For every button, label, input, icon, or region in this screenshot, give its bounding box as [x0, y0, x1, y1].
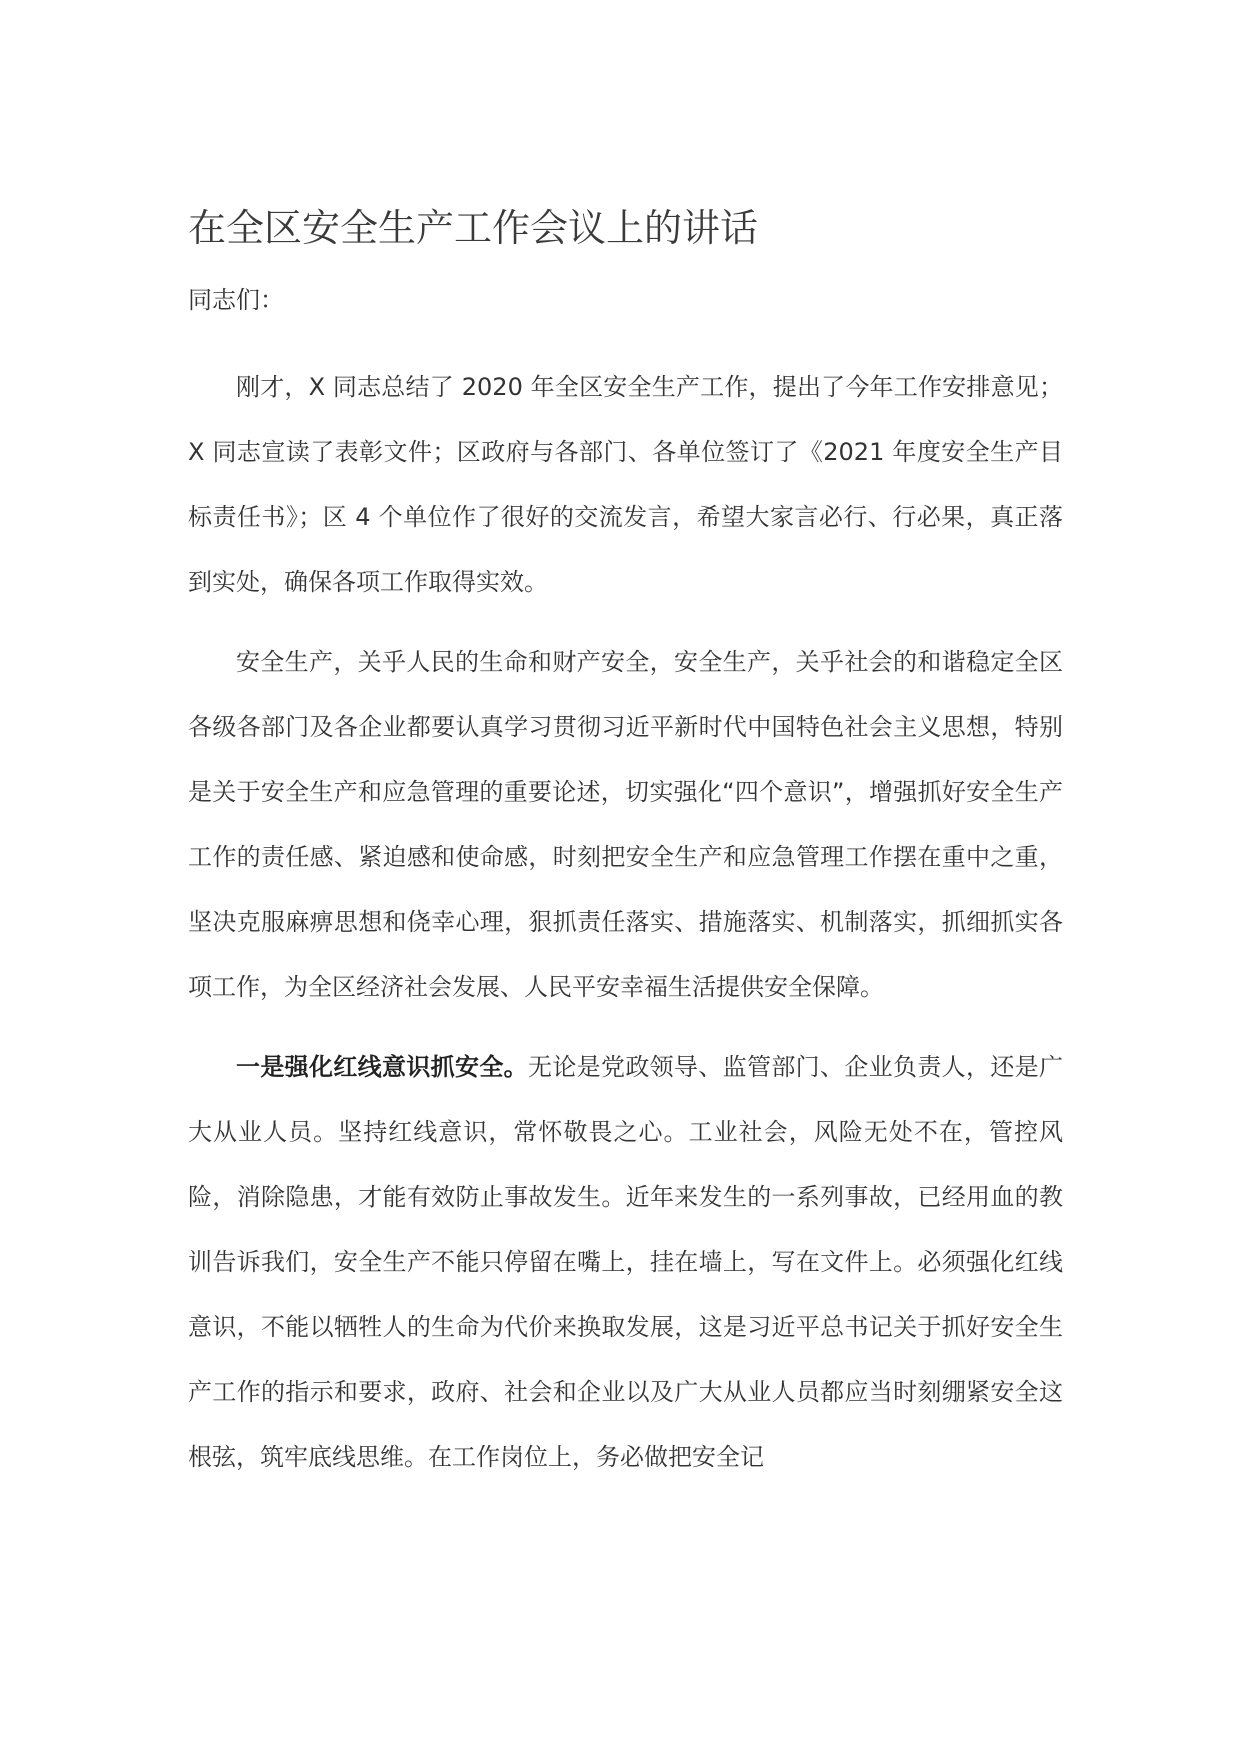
- paragraph-3-text: 无论是党政领导、监管部门、企业负责人，还是广大从业人员。坚持红线意识，常怀敬畏之心。工业社会，风险无处不在，管控风险，消除隐患，才能有效防止事故发生。近年来发生的一系列事故，已经用血的教训告诉我们，安全生产不能只停留在嘴上，挂在墙上，写在文件上。必须强化红线意识，不能以牺牲人的生命为代价来换取发展，这是习近平总书记关于抓好安全生产工作的指示和要求，政府、社会和企业以及广大从业人员都应当时刻绷紧安全这根弦，筑牢底线思维。在工作岗位上，务必做把安全记: [188, 1053, 1063, 1471]
- paragraph-2: [188, 630, 1063, 1020]
- document-title: 在全区安全生产工作会议上的讲话: [188, 206, 759, 250]
- salutation: 同志们：: [188, 286, 284, 314]
- document-body: [188, 198, 1063, 1490]
- paragraph-1-text: 刚才，X 同志总结了 2020 年全区安全生产工作，提出了今年工作安排意见；X 同志宣读了表彰文件；区政府与各部门、各单位签订了《2021 年度安全生产目标责任书》；区 4 个单位作了很好的交流发言，希望大家言必行、行必果，真正落到实处，确保各项工作取得实效。: [188, 373, 1063, 596]
- paragraph-2-text: 安全生产，关乎人民的生命和财产安全，安全生产，关乎社会的和谐稳定全区各级各部门及各企业都要认真学习贯彻习近平新时代中国特色社会主义思想，特别是关于安全生产和应急管理的重要论述，切实强化“四个意识”，增强抓好安全生产工作的责任感、紧迫感和使命感，时刻把安全生产和应急管理工作摆在重中之重，坚决克服麻痹思想和侥幸心理，狠抓责任落实、措施落实、机制落实，抓细抓实各项工作，为全区经济社会发展、人民平安幸福生活提供安全保障。: [188, 648, 1063, 1001]
- paragraph-1: [188, 355, 1063, 615]
- paragraph-3: [188, 1035, 1063, 1490]
- paragraph-3-lead: 一是强化红线意识抓安全。: [236, 1053, 528, 1081]
